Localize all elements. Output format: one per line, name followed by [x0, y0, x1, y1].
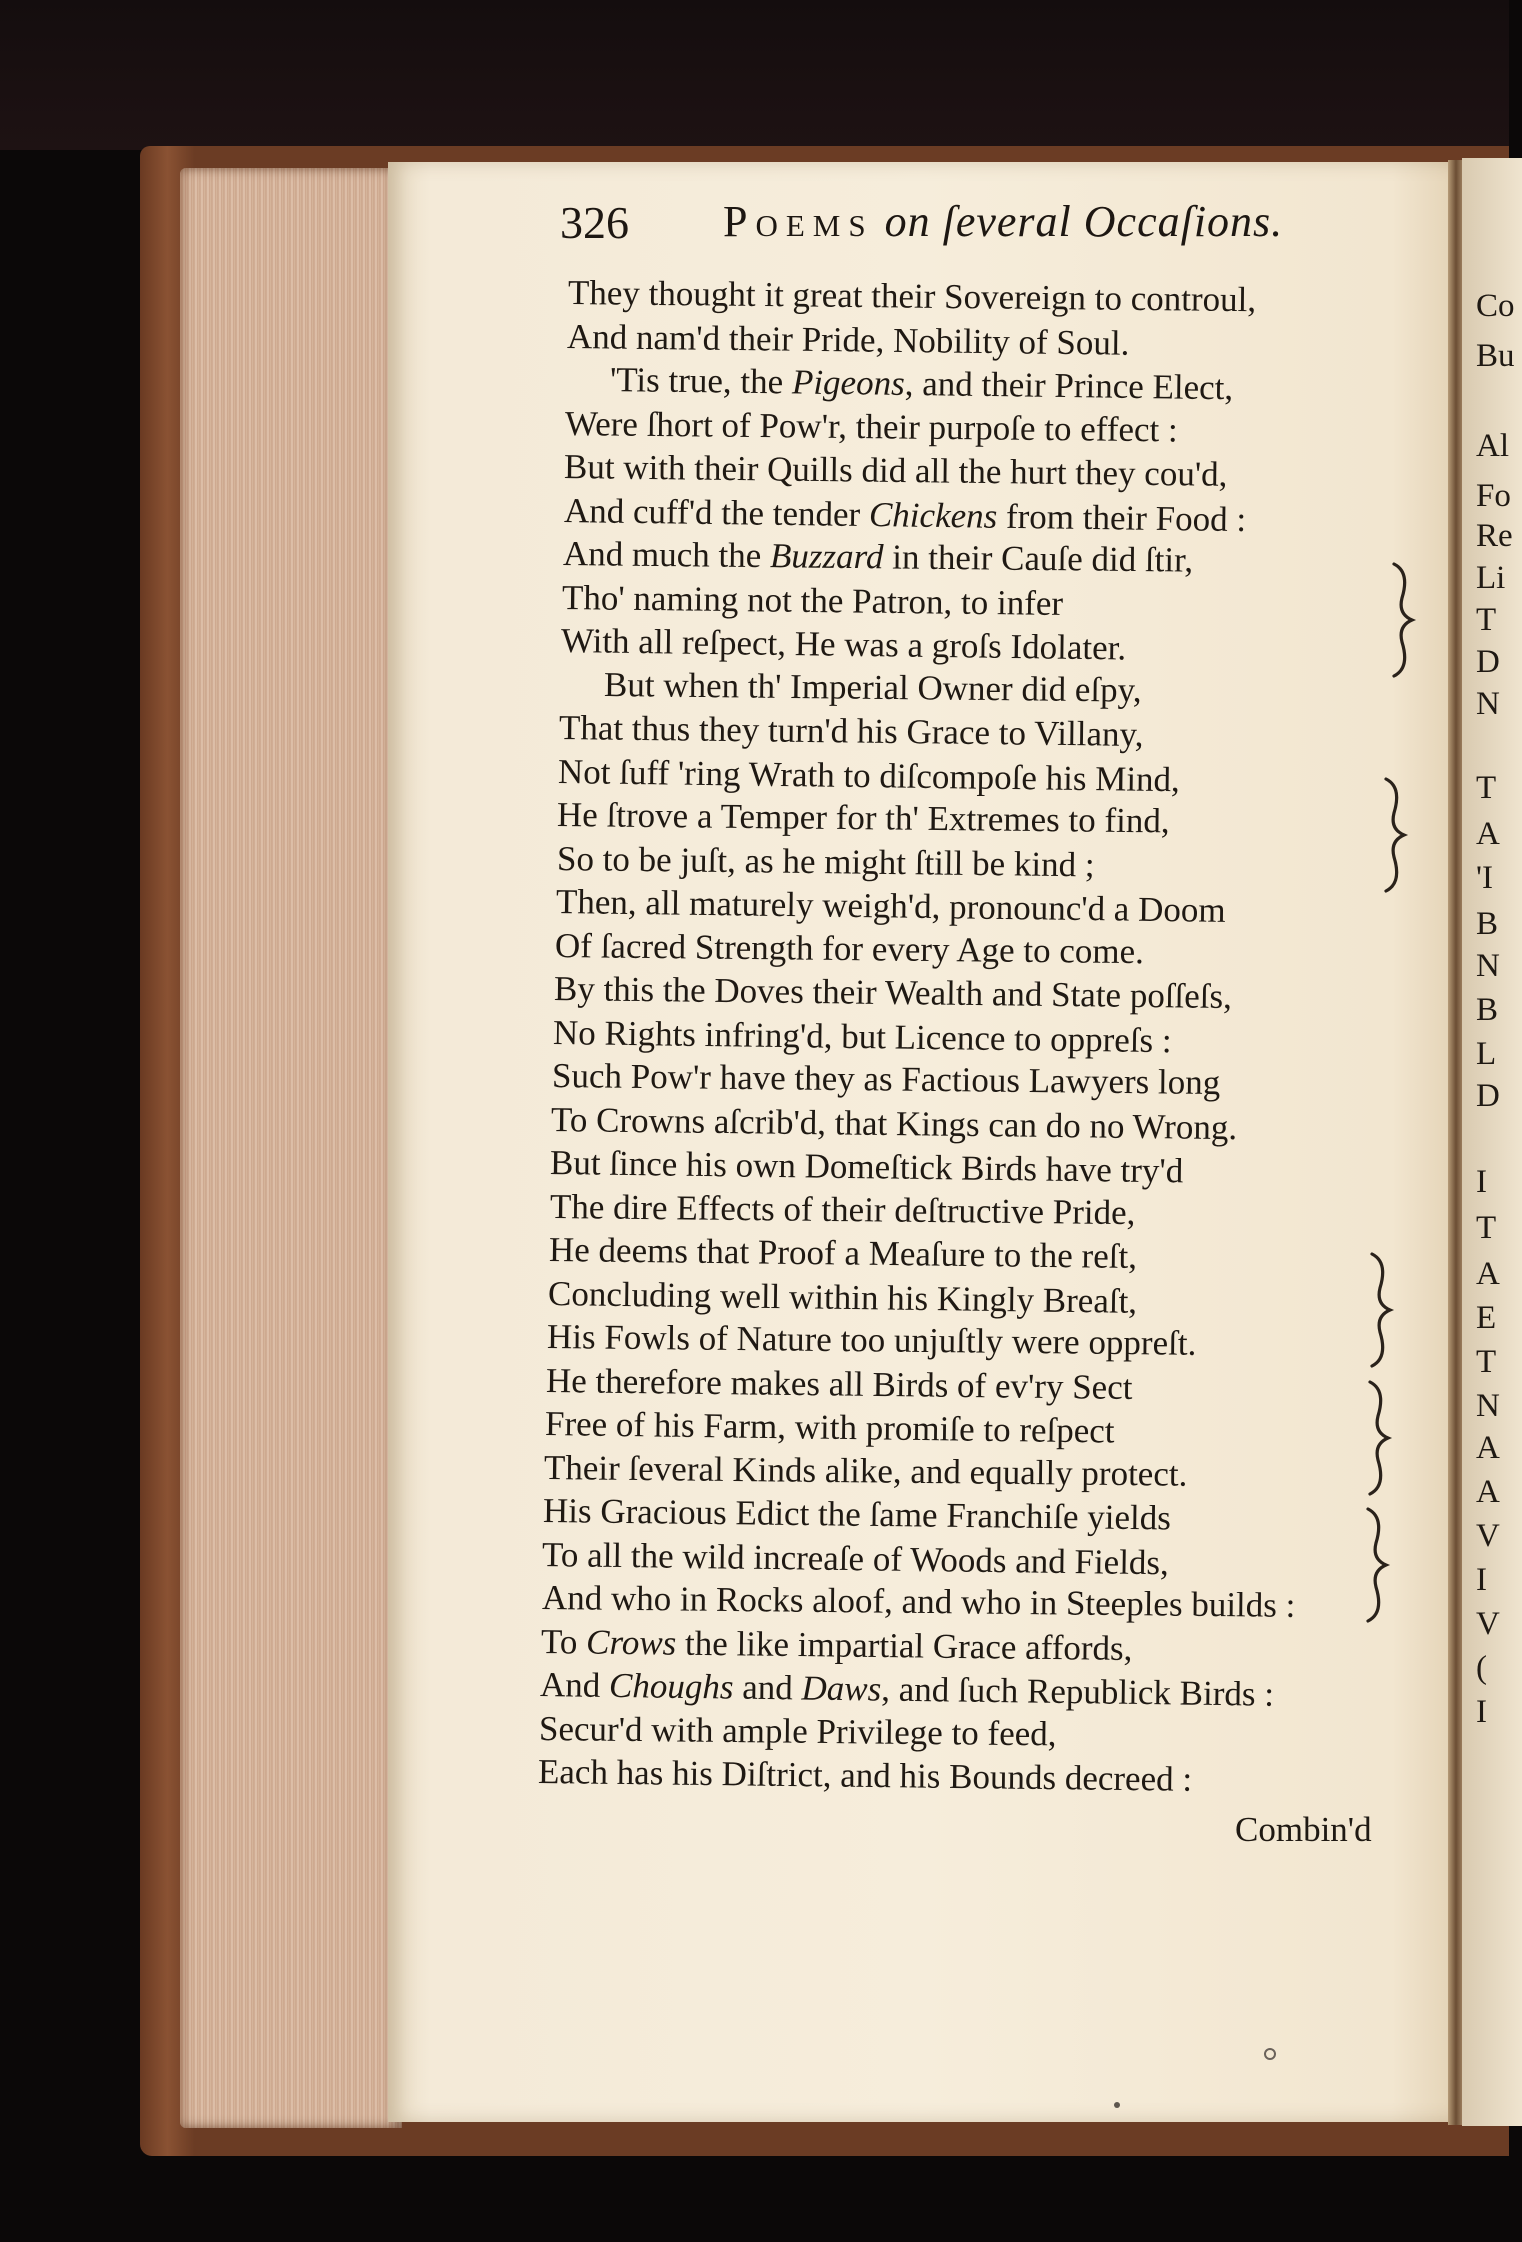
facing-page-fragment: L [1476, 1036, 1497, 1072]
poem-line: Concluding well within his Kingly Breaſt, [547, 1273, 1138, 1321]
poem-line: No Rights infring'd, but Licence to oppreſs : [552, 1012, 1172, 1060]
ink-mark [1114, 2102, 1120, 2108]
poem-line: And Choughs and Daws, and ſuch Republick Birds : [539, 1665, 1275, 1714]
facing-page-fragment: A [1476, 1256, 1500, 1292]
poem-line: But ſince his own Domeſtick Birds have try'd [550, 1143, 1184, 1191]
poem-line: Not ſuff 'ring Wrath to diſcompoſe his Mind, [558, 751, 1181, 799]
facing-page-fragment: Co [1476, 288, 1515, 324]
catchword: Combin'd [1235, 1810, 1372, 1849]
triplet-brace-4 [1364, 1378, 1394, 1498]
poem-line: Each has his Diſtrict, and his Bounds decreed : [537, 1752, 1193, 1799]
facing-page-fragment: I [1476, 1562, 1487, 1598]
poem-line: By this the Doves their Wealth and State poſſeſs, [553, 969, 1233, 1017]
facing-page-fragment: ( [1476, 1650, 1487, 1686]
facing-page-fragment: A [1476, 1430, 1500, 1466]
poem-line: And who in Rocks aloof, and who in Steeples builds : [541, 1578, 1296, 1625]
triplet-brace-5 [1362, 1505, 1392, 1625]
facing-page-fragment: A [1476, 1474, 1500, 1510]
poem-line: But when th' Imperial Owner did eſpy, [603, 664, 1142, 710]
ink-mark [1264, 2048, 1276, 2060]
poem-line: Free of his Farm, with promiſe to reſpect [544, 1404, 1115, 1451]
facing-page-fragment: N [1476, 1388, 1500, 1424]
facing-page-fragment: N [1476, 948, 1500, 984]
poem-line: They thought it great their Sovereign to controul, [567, 273, 1257, 320]
poem-line: But with their Quills did all the hurt they cou'd, [564, 447, 1229, 494]
facing-page-fragment: E [1476, 1300, 1497, 1336]
poem-line: 'Tis true, the Pigeons, and their Prince Elect, [609, 360, 1234, 408]
facing-page-fragment: T [1476, 1344, 1497, 1380]
triplet-brace-3 [1366, 1250, 1396, 1370]
facing-page-fragment: I [1476, 1694, 1487, 1730]
poem-line: Secur'd with ample Privilege to feed, [538, 1708, 1057, 1753]
facing-page-fragment: B [1476, 992, 1499, 1028]
facing-page-fragment: T [1476, 1210, 1497, 1246]
poem-line: So to be juſt, as he might ſtill be kind ; [556, 838, 1095, 884]
poem-line: And cuff'd the tender Chickens from their Food : [563, 490, 1246, 539]
page-number: 326 [560, 197, 629, 248]
facing-page-fragment: T [1476, 770, 1497, 806]
poem-line: Their ſeveral Kinds alike, and equally protect. [544, 1447, 1188, 1494]
triplet-brace-2 [1380, 775, 1410, 895]
poem-line: With all reſpect, He was a groſs Idolater. [560, 621, 1127, 668]
facing-page-fragment: B [1476, 906, 1499, 942]
facing-page-fragment: D [1476, 644, 1500, 680]
facing-page-fragment: V [1476, 1518, 1500, 1554]
poem-line: That thus they turn'd his Grace to Villany, [558, 708, 1144, 754]
facing-page-fragment: 'I [1476, 860, 1493, 896]
poem-line: And much the Buzzard in their Cauſe did ſtir, [562, 534, 1194, 580]
poem-line: To Crows the like impartial Grace affords, [540, 1621, 1133, 1668]
facing-page-fragment: Fo [1476, 478, 1511, 514]
facing-page-fragment: Al [1476, 428, 1509, 464]
facing-page-fragment: N [1476, 686, 1500, 722]
facing-page-fragment: I [1476, 1164, 1487, 1200]
poem-line: Then, all maturely weigh'd, pronounc'd a Doom [555, 882, 1226, 930]
facing-page-fragment: Bu [1476, 338, 1515, 374]
poem-line: The dire Effects of their deſtructive Pride, [549, 1186, 1136, 1232]
running-title-caps: Poems [723, 197, 874, 246]
poem-line: To all the wild increaſe of Woods and Fields, [542, 1534, 1170, 1582]
facing-page-fragment: V [1476, 1606, 1500, 1642]
triplet-brace-1 [1388, 560, 1418, 680]
facing-page-fragment: D [1476, 1078, 1500, 1114]
poem-line: And nam'd their Pride, Nobility of Soul. [566, 316, 1130, 363]
poem-line: He ſtrove a Temper for th' Extremes to find, [557, 795, 1171, 841]
poem-line: To Crowns aſcrib'd, that Kings can do no Wrong. [551, 1099, 1238, 1147]
poem-line: Tho' naming not the Patron, to infer [561, 577, 1064, 623]
poem-line: He deems that Proof a Meaſure to the reſt, [548, 1230, 1137, 1276]
facing-page-fragment: Re [1476, 518, 1513, 554]
poem-line: Of ſacred Strength for every Age to come. [554, 925, 1144, 971]
facing-page-fragment: A [1476, 816, 1500, 852]
poem-line: Such Pow'r have they as Factious Lawyers long [551, 1056, 1221, 1102]
facing-page-fragment: Li [1476, 560, 1506, 596]
running-title-italic: on ſeveral Occaſions. [884, 197, 1284, 246]
poem-line: He therefore makes all Birds of ev'ry Sect [545, 1360, 1133, 1407]
facing-page-fragment: T [1476, 602, 1497, 638]
poem-line: His Gracious Edict the ſame Franchiſe yields [543, 1491, 1172, 1538]
poem-line: His Fowls of Nature too unjuſtly were oppreſt. [546, 1317, 1197, 1363]
poem-line: Were ſhort of Pow'r, their purpoſe to effect : [565, 403, 1179, 449]
